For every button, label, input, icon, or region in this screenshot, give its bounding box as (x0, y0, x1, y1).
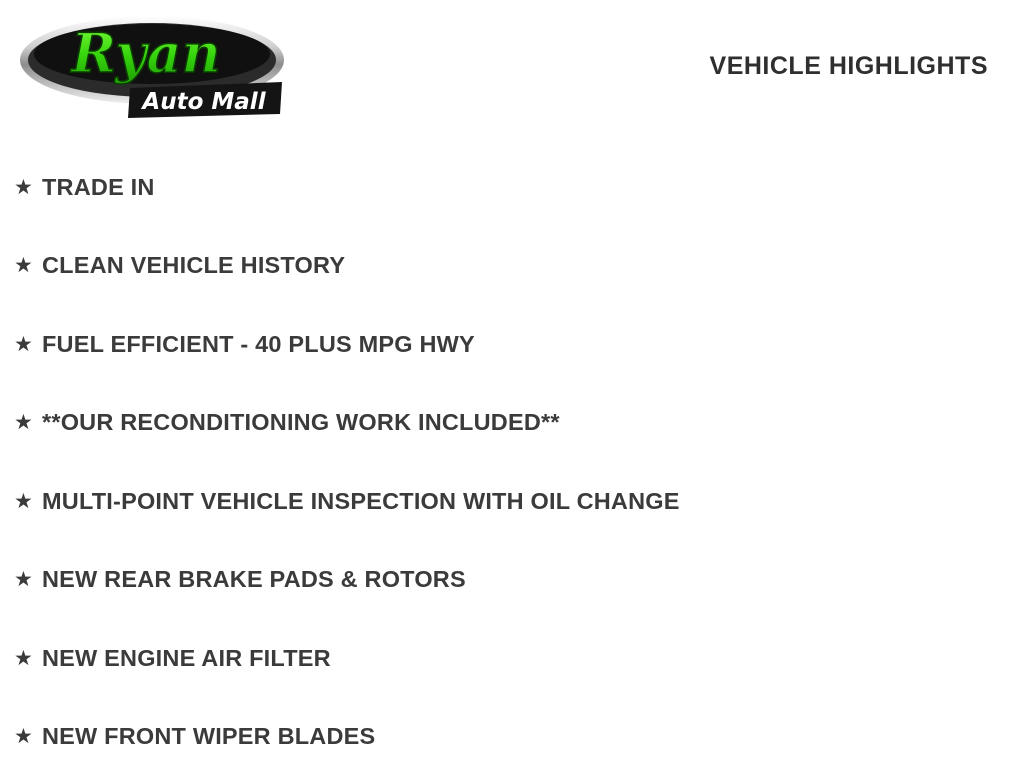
star-icon: ★ (14, 491, 42, 512)
page-header (0, 0, 1024, 130)
svg-text:Auto Mall: Auto Mall (140, 89, 266, 115)
highlight-text: **OUR RECONDITIONING WORK INCLUDED** (42, 409, 560, 436)
list-item (0, 148, 1024, 227)
svg-text:Ryan: Ryan (69, 21, 221, 85)
highlight-text: NEW ENGINE AIR FILTER (42, 645, 331, 672)
highlight-text: NEW REAR BRAKE PADS & ROTORS (42, 566, 466, 593)
highlight-text: FUEL EFFICIENT - 40 PLUS MPG HWY (42, 331, 475, 358)
list-item (0, 698, 1024, 776)
list-item (0, 305, 1024, 384)
vehicle-highlights-list (0, 148, 1024, 776)
star-icon: ★ (14, 334, 42, 355)
star-icon: ★ (14, 412, 42, 433)
list-item (0, 384, 1024, 463)
page-title: VEHICLE HIGHLIGHTS (710, 52, 988, 81)
highlight-text: NEW FRONT WIPER BLADES (42, 723, 375, 750)
list-item (0, 541, 1024, 620)
star-icon: ★ (14, 255, 42, 276)
list-item (0, 619, 1024, 698)
list-item (0, 227, 1024, 306)
list-item (0, 462, 1024, 541)
highlight-text: MULTI-POINT VEHICLE INSPECTION WITH OIL CHANGE (42, 488, 680, 515)
highlight-text: CLEAN VEHICLE HISTORY (42, 252, 345, 279)
highlight-text: TRADE IN (42, 174, 155, 201)
star-icon: ★ (14, 726, 42, 747)
ryan-auto-mall-logo (18, 10, 286, 122)
star-icon: ★ (14, 569, 42, 590)
star-icon: ★ (14, 177, 42, 198)
star-icon: ★ (14, 648, 42, 669)
